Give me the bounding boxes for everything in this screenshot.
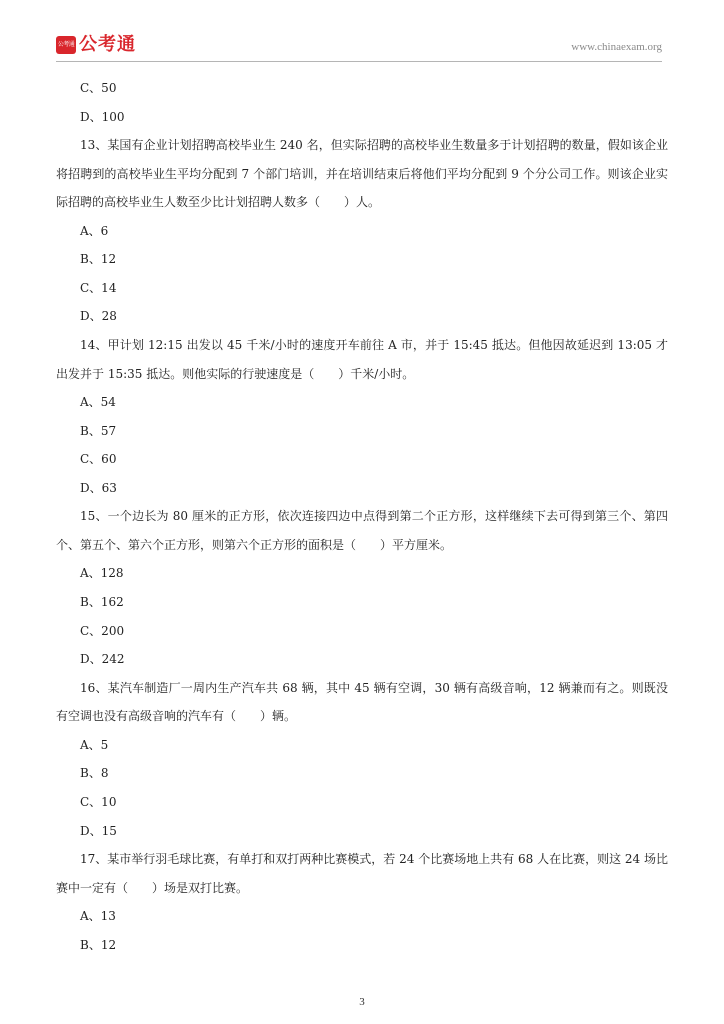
option-line: A、13	[80, 909, 116, 924]
question-14-text: 14、甲计划 12:15 出发以 45 千米/小时的速度开车前往 A 市，并于 15:45 抵达。但他因故延迟到 13:05 才出发并于 15:35 抵达。则他实际的行驶速度是（ ）千米/小时。	[56, 338, 668, 381]
option-line: A、54	[80, 395, 116, 410]
question-13-text: 13、某国有企业计划招聘高校毕业生 240 名，但实际招聘的高校毕业生数量多于计划招聘的数量，假如该企业将招聘到的高校毕业生平均分配到 7 个部门培训，并在培训结束后将他们平均分配到 9 个分公司工作。则该企业实际招聘的高校毕业生人数至少比计划招聘人数多（ ）人。	[56, 138, 668, 210]
option-line: C、200	[80, 623, 125, 638]
option-line: A、128	[80, 566, 124, 581]
option-line: D、28	[80, 309, 117, 324]
question-15-text: 15、一个边长为 80 厘米的正方形，依次连接四边中点得到第二个正方形，这样继续下去可得到第三个、第四个、第五个、第六个正方形，则第六个正方形的面积是（ ）平方厘米。	[56, 509, 668, 552]
option-line: B、8	[80, 766, 109, 781]
page-header	[56, 33, 662, 59]
option-line: B、12	[80, 937, 117, 952]
option-line: C、14	[80, 280, 117, 295]
option-line: A、6	[80, 223, 109, 238]
option-line: D、63	[80, 480, 117, 495]
page-number: 3	[359, 996, 365, 1008]
logo-text: 公考通	[79, 34, 136, 55]
question-17-text: 17、某市举行羽毛球比赛，有单打和双打两种比赛模式，若 24 个比赛场地上共有 68 人在比赛，则这 24 场比赛中一定有（ ）场是双打比赛。	[56, 852, 668, 895]
logo-badge: 公考通	[56, 36, 76, 54]
option-line: C、50	[80, 81, 117, 95]
option-line: D、242	[80, 652, 125, 667]
option-line: A、5	[80, 737, 109, 752]
option-line: C、60	[80, 452, 117, 467]
site-url: www.chinaexam.org	[571, 41, 662, 53]
option-line: B、57	[80, 423, 117, 438]
question-16-text: 16、某汽车制造厂一周内生产汽车共 68 辆，其中 45 辆有空调，30 辆有高级音响，12 辆兼而有之。则既没有空调也没有高级音响的汽车有（ ）辆。	[56, 680, 668, 724]
document-body	[56, 74, 668, 959]
option-line: B、162	[80, 595, 124, 610]
option-line: B、12	[80, 252, 117, 267]
option-line: C、10	[80, 795, 117, 809]
header-divider	[56, 61, 662, 62]
option-line: D、15	[80, 823, 117, 838]
option-line: D、100	[80, 109, 125, 124]
